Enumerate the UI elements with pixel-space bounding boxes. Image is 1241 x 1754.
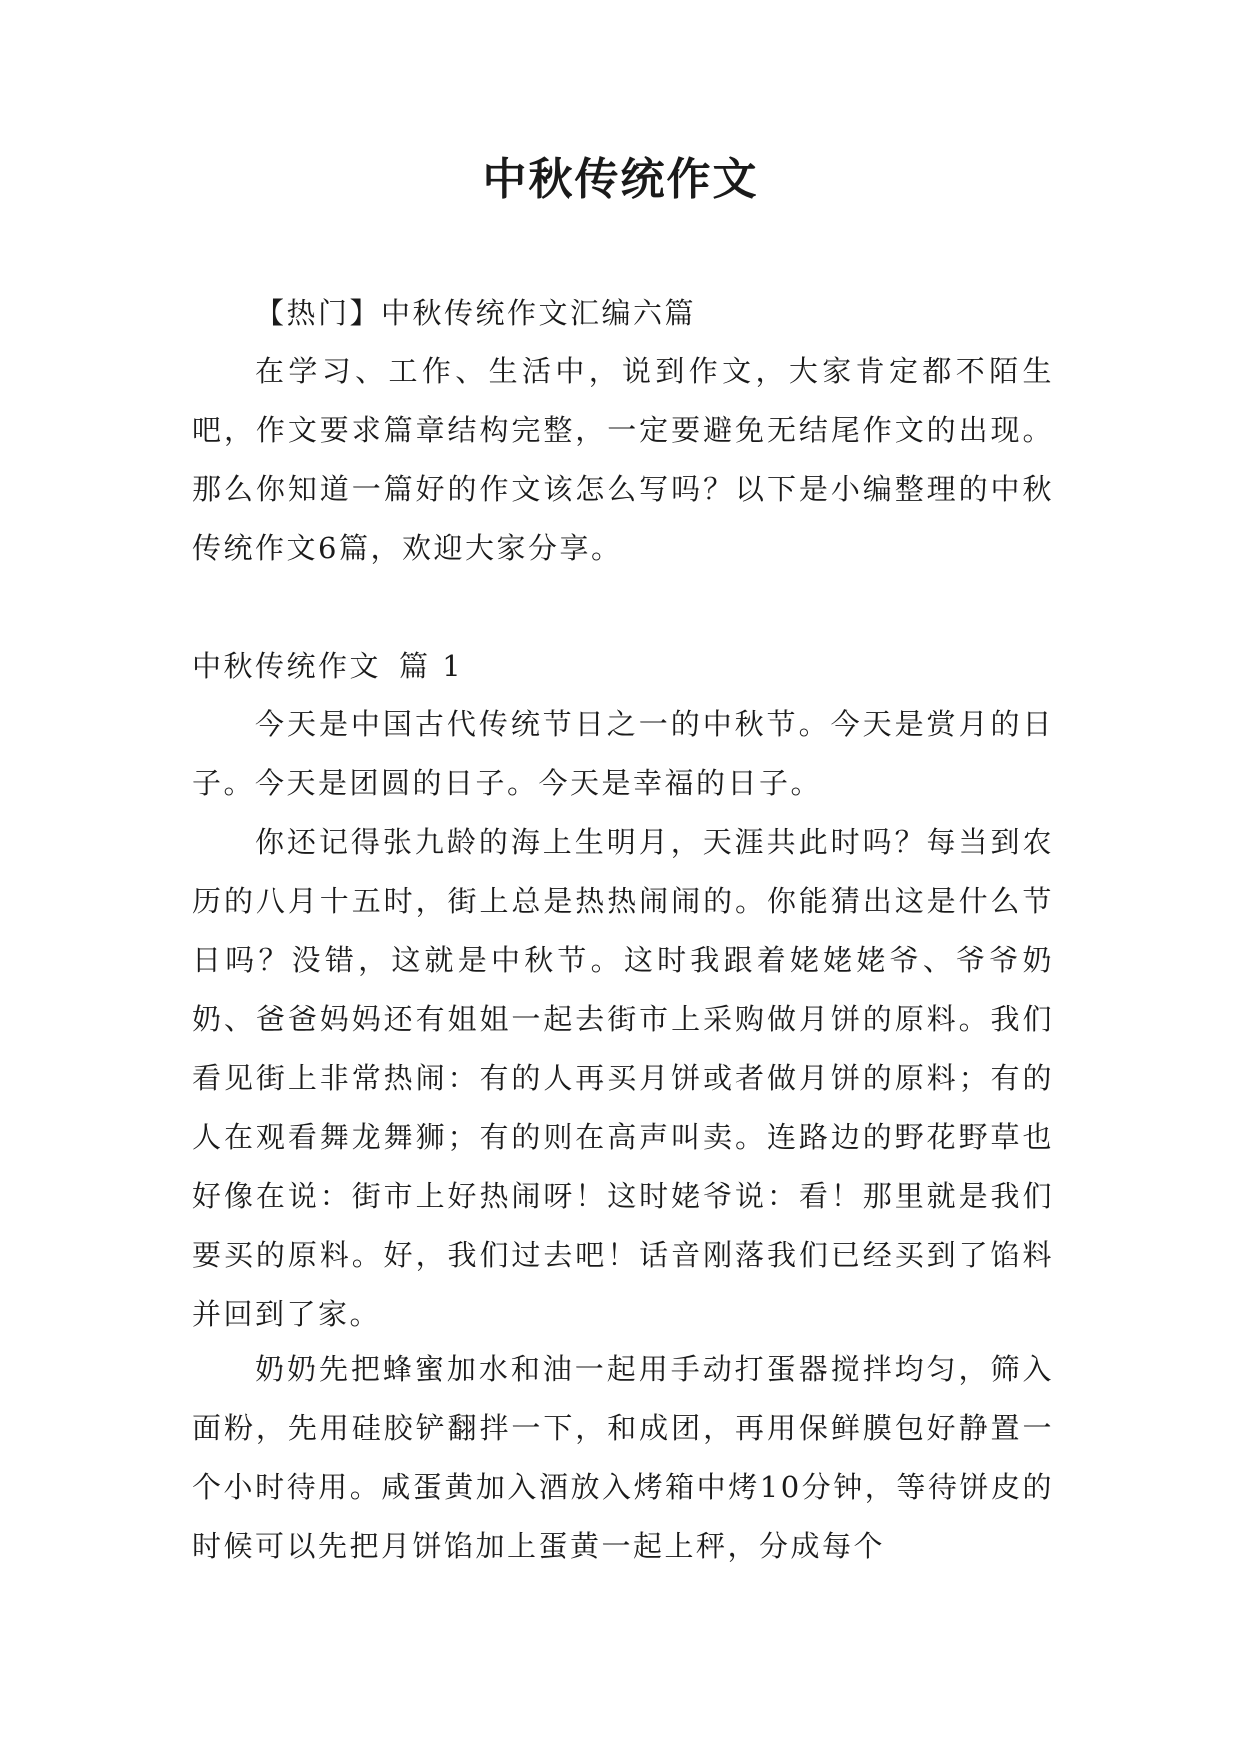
section-heading (192, 637, 463, 696)
document-title: 中秋传统作文 (482, 154, 759, 205)
paragraph-3: 奶奶先把蜂蜜加水和油一起用手动打蛋器搅拌均匀，筛入面粉，先用硅胶铲翻拌一下，和成团，再用保鲜膜包好静置一个小时待用。咸蛋黄加入酒放入烤箱中烤10分钟，等待饼皮的时候可以先把月饼馅加上蛋黄一起上秤，分成每个 (192, 1352, 1054, 1563)
hot-line: 【热门】中秋传统作文汇编六篇 (255, 296, 697, 330)
paragraph-2: 你还记得张九龄的海上生明月，天涯共此时吗？每当到农历的八月十五时，街上总是热热闹闹的。你能猜出这是什么节日吗？没错，这就是中秋节。这时我跟着姥姥姥爷、爷爷奶奶、爸爸妈妈还有姐姐一起去街市上采购做月饼的原料。我们看见街上非常热闹：有的人再买月饼或者做月饼的原料；有的人在观看舞龙舞狮；有的则在高声叫卖。连路边的野花野草也好像在说：街市上好热闹呀！这时姥爷说：看！那里就是我们要买的原料。好，我们过去吧！话音刚落我们已经买到了馅料并回到了家。 (192, 825, 1054, 1331)
section-heading-label: 篇 1 (399, 649, 464, 683)
paragraph-1: 今天是中国古代传统节日之一的中秋节。今天是赏月的日子。今天是团圆的日子。今天是幸福的日子。 (192, 707, 1054, 800)
section-heading-title: 中秋传统作文 (192, 649, 382, 683)
intro-paragraph: 在学习、工作、生活中，说到作文，大家肯定都不陌生吧，作文要求篇章结构完整，一定要避免无结尾作文的出现。那么你知道一篇好的作文该怎么写吗？以下是小编整理的中秋传统作文6篇，欢迎大家分享。 (192, 354, 1054, 565)
